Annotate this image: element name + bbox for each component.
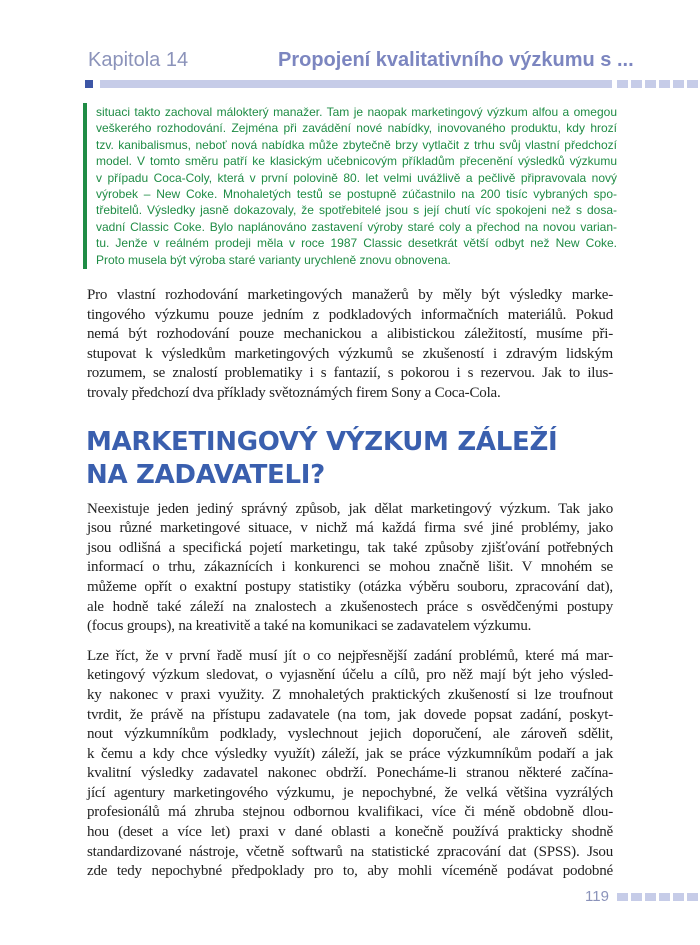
text-line: tvrdit, že právě na přístupu zadavatele (na tom, jak dovede popsat zadání, poskyt- bbox=[87, 706, 613, 723]
text-line: situaci takto zachoval málokterý manažer. Tam je naopak marketingový výzkum alfou a omegou bbox=[96, 105, 617, 119]
text-line: rozumem, se znalostí problematiky i s fantazií, s pokorou i s rezervou. Jak to ilus- bbox=[87, 365, 613, 382]
text-line: ky nakonec v praxi využity. Z mnohaletých praktických zkušeností si lze troufnout bbox=[87, 686, 613, 703]
text-line: výrobek – New Coke. Mnohaletých testů se postupně zúčastnilo na 200 tisíc vybraných spo- bbox=[96, 187, 617, 202]
text-line: trovaly předchozí dva příklady světoznámých firem Sony a Coca-Cola. bbox=[87, 384, 501, 401]
text-line: jsou různé marketingové situace, v nichž má každá firma své jiné problémy, jako bbox=[87, 520, 613, 537]
text-line: k čemu a kdy chce výsledky využít) záleží, jak se práce výzkumníkům podaří a jak bbox=[87, 745, 613, 762]
text-line: Proto musela být výroba staré varianty urychleně znovu obnovena. bbox=[96, 252, 451, 267]
text-line: nemá být rozhodování pouze mechanickou a alibistickou záležitostí, musíme při- bbox=[87, 326, 613, 343]
text-line: informací o trhu, zákaznících i konkurenci se mohou značně lišit. V mnohém se bbox=[87, 559, 613, 576]
text-line: vadní Classic Coke. Bylo naplánováno zastavení výroby staré coly a přechod na novou varian- bbox=[96, 219, 617, 234]
footer-dash-decoration bbox=[617, 893, 698, 901]
text-line: standardizované nástroje, včetně softwarů na statistické zpracování dat (SPSS). Jsou bbox=[87, 843, 613, 860]
page-number: 119 bbox=[585, 888, 609, 905]
case-study-box bbox=[83, 103, 617, 269]
section-heading-line-2: NA ZADAVATELI? bbox=[86, 459, 325, 490]
text-line: ale hodně také záleží na znalostech a zkušenostech práce s osvědčenými postupy bbox=[87, 598, 613, 615]
text-line: můžeme opřít o exaktní postupy statistiky (otázka výběru souboru, zpracování dat), bbox=[87, 578, 613, 595]
text-line: (focus groups), na kreativitě a také na komunikaci se zadavatelem výzkumu. bbox=[87, 618, 532, 635]
text-line: Lze říct, že v první řadě musí jít o co nejpřesnější zadání problémů, které má mar- bbox=[87, 647, 613, 664]
text-line: profesionálů má zhruba stejnou odbornou kvalifikaci, více či méně obdobně dlou- bbox=[87, 804, 613, 821]
header-square-marker bbox=[85, 80, 93, 88]
text-line: tu. Jenže v reálném prodeji měla v roce 1987 Classic desetkrát větší odbyt než New Coke. bbox=[96, 236, 617, 251]
section-heading bbox=[86, 426, 613, 492]
text-line: jící agentury marketingového výzkumu, je nepochybné, že velká většina vyzrálých bbox=[87, 784, 613, 801]
text-line: v případu Coca-Coly, která v první polovině 80. let velmi uvážlivě a pečlivě připravovala nový bbox=[96, 170, 617, 185]
case-study-text bbox=[96, 104, 617, 268]
main-text-column bbox=[87, 286, 613, 882]
text-line: třebitelů. Výsledky jasně dokazovaly, že spotřebitelé jsou s její chutí víc spokojeni než s dosa- bbox=[96, 203, 617, 218]
chapter-title: Propojení kvalitativního výzkumu s ... bbox=[278, 49, 634, 71]
paragraph-3 bbox=[87, 647, 613, 882]
header-rule bbox=[100, 80, 612, 88]
text-line: jsou odlišná a specifická pojetí marketingu, tak také způsoby zjišťování potřebných bbox=[87, 539, 613, 556]
paragraph-2 bbox=[87, 500, 613, 637]
paragraph-1 bbox=[87, 286, 613, 404]
text-line: zde tedy nepochybné předpoklady pro to, aby mohli víceméně podávat podobné bbox=[87, 863, 613, 880]
text-line: hou (deset a více let) praxi v dané oblasti a konečně používá prakticky shodně bbox=[87, 824, 613, 841]
text-line: kvalitní výsledky zadavatel nakonec obdrží. Ponecháme-li stranou některé začína- bbox=[87, 765, 613, 782]
text-line: tzv. kanibalismus, neboť nová nabídka může zbytečně brzy vytlačit z trhu svůj vlastní předchozí bbox=[96, 137, 617, 152]
text-line: ketingový výzkum sledovat, o vyjasnění účelu a cílů, pro něž mají být jeho výsled- bbox=[87, 667, 613, 684]
text-line: model. V tomto směru patří ke klasickým učebnicovým příkladům přecenění výsledků výzkumu bbox=[96, 154, 617, 169]
section-heading-line-1: MARKETINGOVÝ VÝZKUM ZÁLEŽÍ bbox=[86, 426, 558, 457]
text-line: nout výzkumníkům podklady, vyslechnout jejich doporučení, ale zároveň sdělit, bbox=[87, 726, 613, 743]
header-dash-decoration bbox=[617, 80, 698, 88]
text-line: tingového výzkumu pouze jedním z podkladových informačních materiálů. Pokud bbox=[87, 306, 613, 323]
text-line: Pro vlastní rozhodování marketingových manažerů by měly být výsledky marke- bbox=[87, 287, 613, 303]
chapter-label: Kapitola 14 bbox=[88, 49, 189, 71]
text-line: Neexistuje jeden jediný správný způsob, jak dělat marketingový výzkum. Tak jako bbox=[87, 500, 613, 517]
text-line: stupovat k výsledkům marketingových výzkumů se zkušeností i zdravým lidským bbox=[87, 345, 613, 362]
text-line: veškerého rozhodování. Zejména při zavádění nové nabídky, inovovaného produktu, kdy hrozí bbox=[96, 121, 617, 136]
